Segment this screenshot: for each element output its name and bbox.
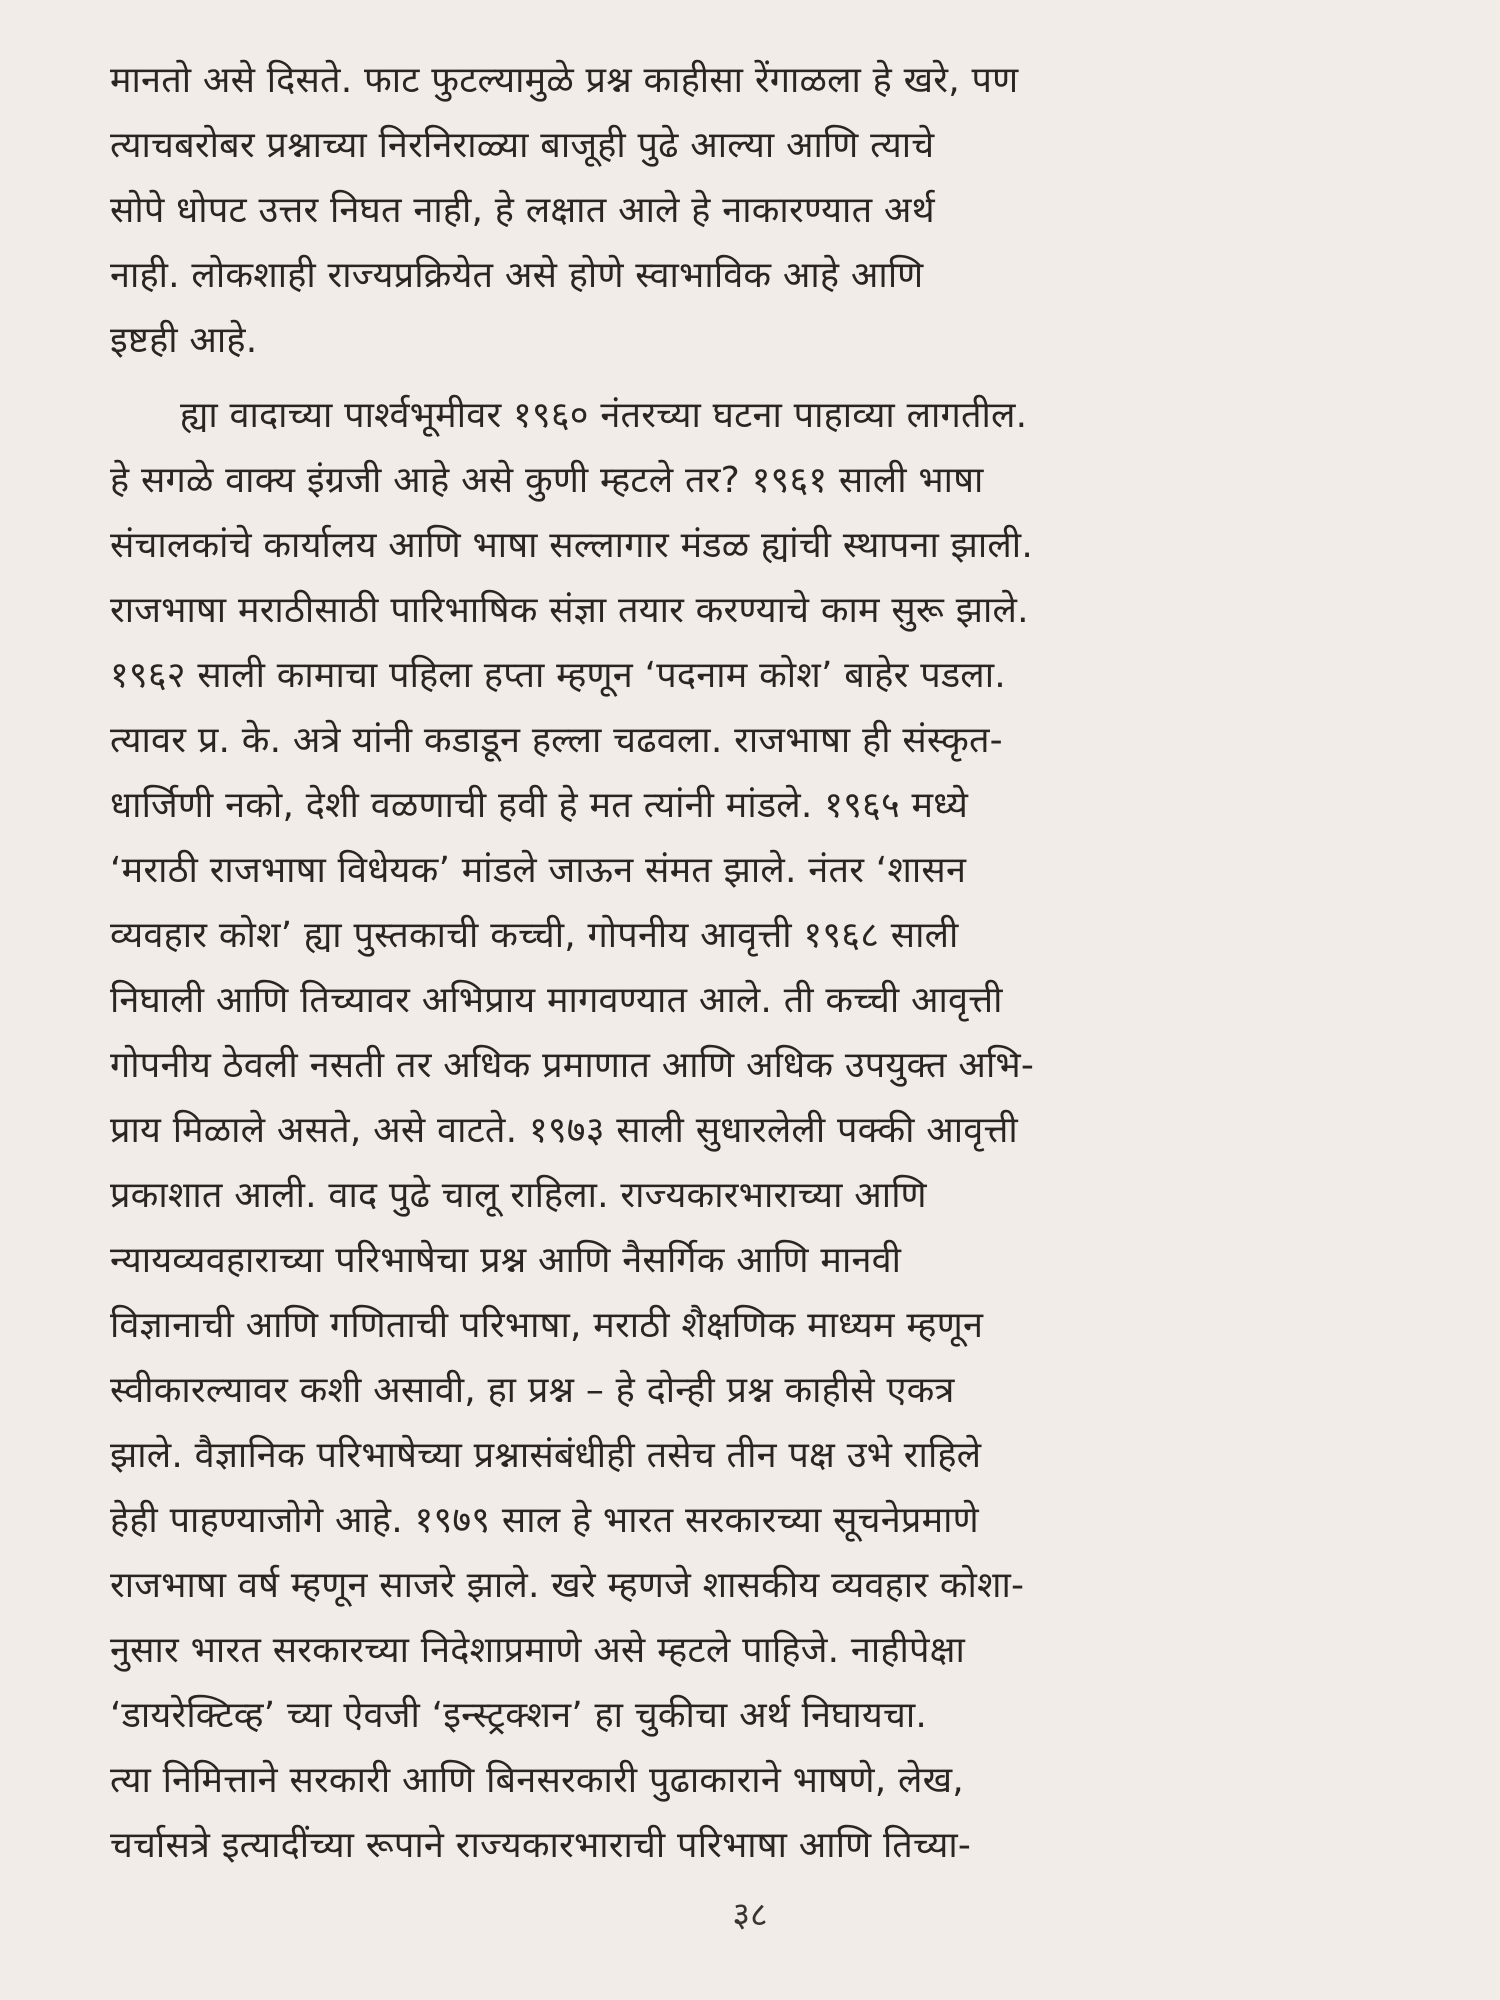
text-line: ‘मराठी राजभाषा विधेयक’ मांडले जाऊन संमत झाले. नंतर ‘शासन [110,850,967,891]
text-line: निघाली आणि तिच्यावर अभिप्राय मागवण्यात आले. ती कच्ची आवृत्ती [110,980,1003,1021]
text-line: व्यवहार कोश’ ह्या पुस्तकाची कच्ची, गोपनीय आवृत्ती १९६८ साली [110,915,959,956]
text-line: त्याचबरोबर प्रश्नाच्या निरनिराळ्या बाजूही पुढे आल्या आणि त्याचे [110,125,935,166]
text-line: नुसार भारत सरकारच्या निदेशाप्रमाणे असे म्हटले पाहिजे. नाहीपेक्षा [110,1630,966,1671]
text-line: त्यावर प्र. के. अत्रे यांनी कडाडून हल्ला चढवला. राजभाषा ही संस्कृत- [110,720,1003,761]
text-line: त्या निमित्ताने सरकारी आणि बिनसरकारी पुढाकाराने भाषणे, लेख, [110,1760,964,1801]
text-line: विज्ञानाची आणि गणिताची परिभाषा, मराठी शैक्षणिक माध्यम म्हणून [110,1305,984,1346]
paragraph-1 [110,48,1395,373]
text-line: धार्जिणी नको, देशी वळणाची हवी हे मत त्यांनी मांडले. १९६५ मध्ये [110,785,969,826]
text-line: चर्चासत्रे इत्यादींच्या रूपाने राज्यकारभाराची परिभाषा आणि तिच्या- [110,1825,972,1866]
text-line: झाले. वैज्ञानिक परिभाषेच्या प्रश्नासंबंधीही तसेच तीन पक्ष उभे राहिले [110,1435,982,1476]
paragraph-2 [110,383,1395,1878]
text-line: ‘डायरेक्टिव्ह’ च्या ऐवजी ‘इन्स्ट्रक्शन’ हा चुकीचा अर्थ निघायचा. [110,1695,928,1736]
text-line: प्राय मिळाले असते, असे वाटते. १९७३ साली सुधारलेली पक्की आवृत्ती [110,1110,1018,1151]
text-line: हे सगळे वाक्य इंग्रजी आहे असे कुणी म्हटले तर? १९६१ साली भाषा [110,460,984,501]
page-number: ३८ [732,1895,768,1935]
text-line: न्यायव्यवहाराच्या परिभाषेचा प्रश्न आणि नैसर्गिक आणि मानवी [110,1240,902,1281]
text-line: नाही. लोकशाही राज्यप्रक्रियेत असे होणे स्वाभाविक आहे आणि [110,255,924,296]
text-line: संचालकांचे कार्यालय आणि भाषा सल्लागार मंडळ ह्यांची स्थापना झाली. [110,525,1033,566]
body-text [110,48,1395,1878]
text-line: राजभाषा मराठीसाठी पारिभाषिक संज्ञा तयार करण्याचे काम सुरू झाले. [110,590,1029,631]
text-line: ह्या वादाच्या पार्श्वभूमीवर १९६० नंतरच्या घटना पाहाव्या लागतील. [180,395,1028,436]
text-line: गोपनीय ठेवली नसती तर अधिक प्रमाणात आणि अधिक उपयुक्त अभि- [110,1045,1035,1086]
text-line: स्वीकारल्यावर कशी असावी, हा प्रश्न – हे दोन्ही प्रश्न काहीसे एकत्र [110,1370,955,1411]
text-line: प्रकाशात आली. वाद पुढे चालू राहिला. राज्यकारभाराच्या आणि [110,1175,927,1216]
text-line: १९६२ साली कामाचा पहिला हप्ता म्हणून ‘पदनाम कोश’ बाहेर पडला. [110,655,1006,696]
text-line: हेही पाहण्याजोगे आहे. १९७९ साल हे भारत सरकारच्या सूचनेप्रमाणे [110,1500,979,1541]
text-line: मानतो असे दिसते. फाट फुटल्यामुळे प्रश्न काहीसा रेंगाळला हे खरे, पण [110,60,1019,101]
text-line: इष्टही आहे. [110,320,258,361]
text-line: राजभाषा वर्ष म्हणून साजरे झाले. खरे म्हणजे शासकीय व्यवहार कोशा- [110,1565,1025,1606]
text-line: सोपे धोपट उत्तर निघत नाही, हे लक्षात आले हे नाकारण्यात अर्थ [110,190,935,231]
